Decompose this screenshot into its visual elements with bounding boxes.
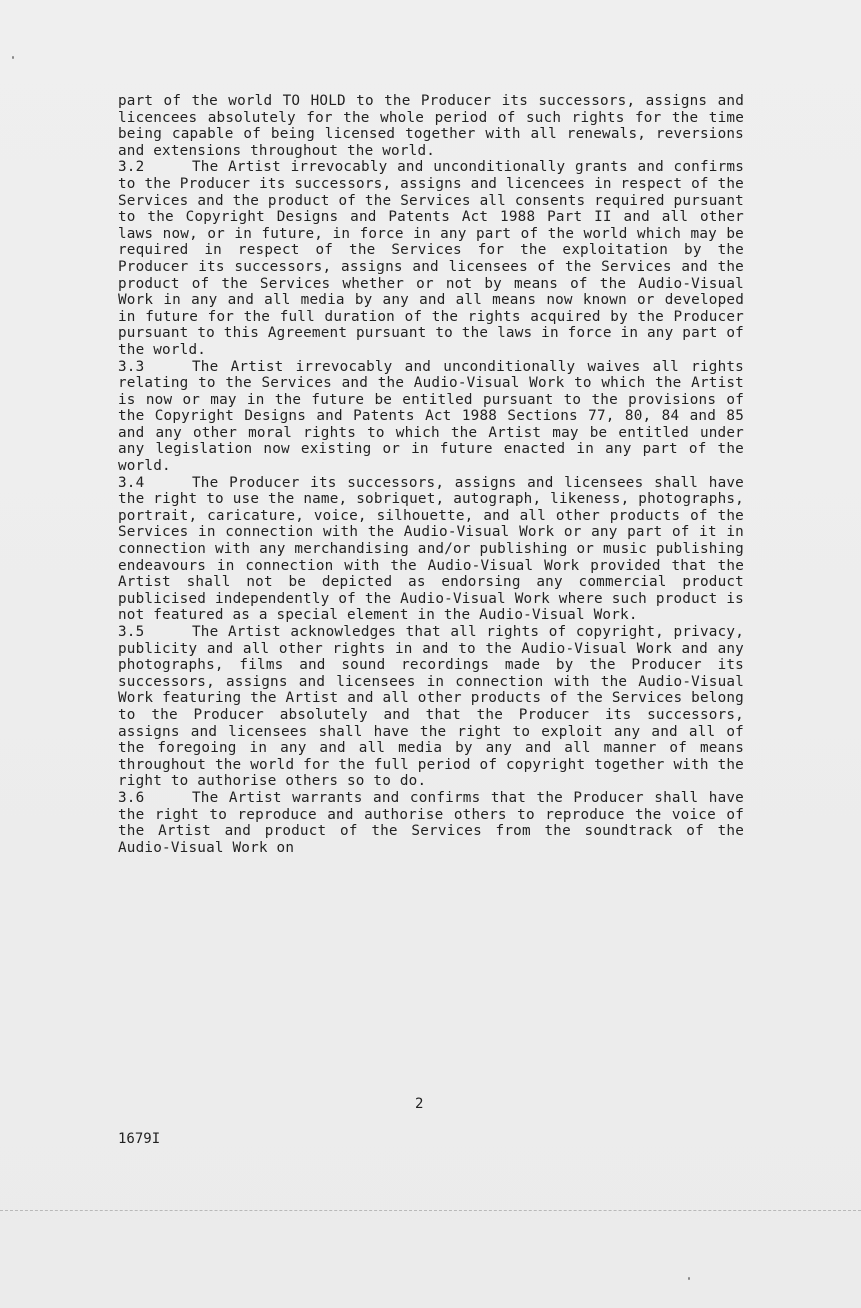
scan-speck (688, 1277, 690, 1280)
page-number: 2 (415, 1096, 424, 1112)
paragraph-text: The Artist irrevocably and unconditionally grants and confirms to the Producer its successors, assigns and licencees in respect of the Services and the product of the Services all consents required pursuant to the Copyright Designs and Patents Act 1988 Part II and all other laws now, or in future, in force in any part of the world which may be required in respect of the Services for the exploitation by the Producer its successors, assigns and licensees of the Services and the product of the Services whether or not by means of the Audio-Visual Work in any and all media by any and all means now known or developed in future for the full duration of the rights acquired by the Producer pursuant to this Agreement pursuant to the laws in force in any part of the world. (118, 159, 744, 358)
paragraph-text: The Producer its successors, assigns and licensees shall have the right to use the name, sobriquet, autograph, likeness, photographs, portrait, caricature, voice, silhouette, and all other products of the Services in connection with the Audio-Visual Work or any part of it in connection with any merchandising and/or publishing or music publishing endeavours in connection with the Audio-Visual Work provided that the Artist shall not be depicted as endorsing any commercial product publicised independently of the Audio-Visual Work where such product is not featured as a special element in the Audio-Visual Work. (118, 474, 744, 624)
paragraph-number: 3.5 (118, 624, 145, 640)
paragraph-number: 3.3 (118, 358, 145, 375)
paragraph-3-4 (118, 475, 744, 624)
paragraph-3-6 (118, 790, 744, 856)
perforation-line (0, 1210, 861, 1211)
paragraph-3-5 (118, 624, 744, 790)
paragraph-continuation (118, 93, 744, 159)
scan-speck (12, 56, 14, 59)
paragraph-number: 3.2 (118, 159, 145, 176)
paragraph-text: The Artist acknowledges that all rights of copyright, privacy, publicity and all other rights in and to the Audio-Visual Work and any photographs, films and sound recordings made by the Producer its successors, assigns and licensees in connection with the Audio-Visual Work featuring the Artist and all other products of the Services belong to the Producer absolutely and that the Producer its successors, assigns and licensees shall have the right to exploit any and all of the foregoing in any and all media by any and all manner of means throughout the world for the full period of copyright together with the right to authorise others so to do. (118, 624, 744, 790)
paragraph-number: 3.6 (118, 789, 145, 806)
paragraph-text: The Artist warrants and confirms that the Producer shall have the right to reproduce and authorise others to reproduce the voice of the Artist and product of the Services from the soundtrack of the Audio-Visual Work on (118, 789, 744, 856)
paragraph-number: 3.4 (118, 474, 145, 491)
document-reference: 1679I (118, 1131, 161, 1147)
paragraph-text: The Artist irrevocably and unconditionally waives all rights relating to the Services and the Audio-Visual Work to which the Artist is now or may in the future be entitled pursuant to the provisions of the Copyright Designs and Patents Act 1988 Sections 77, 80, 84 and 85 and any other moral rights to which the Artist may be entitled under any legislation now existing or in future enacted in any part of the world. (118, 358, 744, 475)
document-body (118, 93, 744, 856)
paragraph-text: part of the world TO HOLD to the Producer its successors, assigns and licencees absolutely for the whole period of such rights for the time being capable of being licensed together with all renewals, reversions and extensions throughout the world. (118, 93, 744, 159)
paragraph-3-2 (118, 159, 744, 358)
paragraph-3-3 (118, 359, 744, 475)
